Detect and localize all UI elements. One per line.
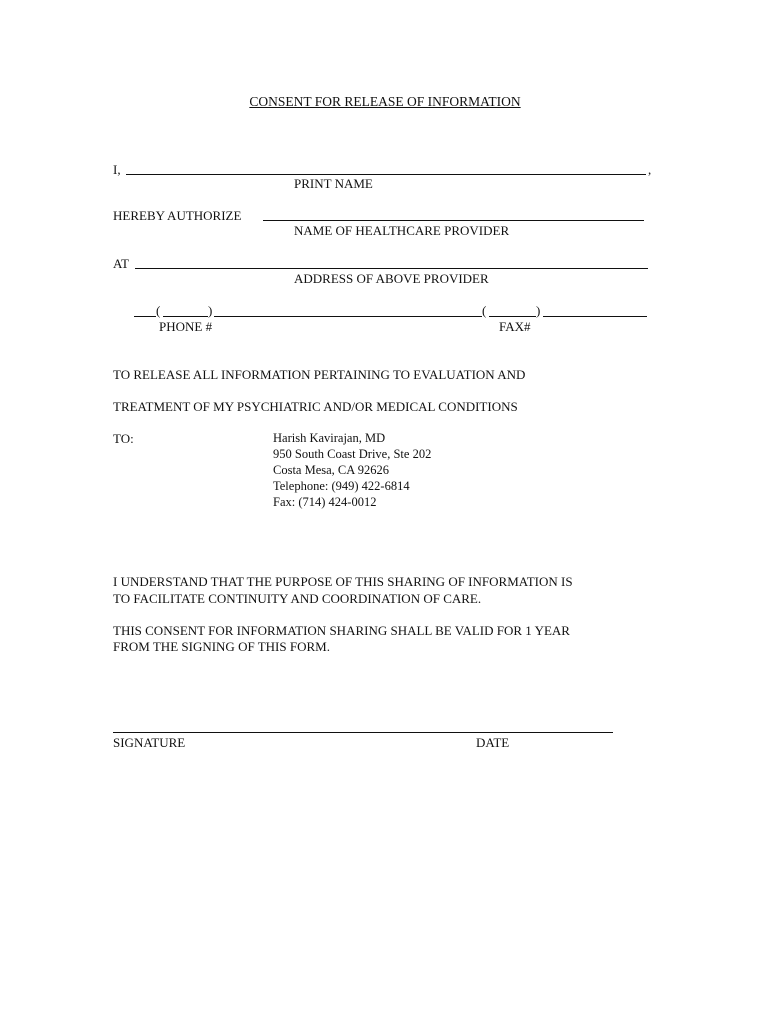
fax-number-field[interactable] — [543, 316, 647, 317]
recipient-fax: Fax: (714) 424-0012 — [273, 495, 377, 509]
phone-number-field[interactable] — [214, 316, 482, 317]
signature-label: SIGNATURE — [113, 735, 186, 750]
recipient-name: Harish Kavirajan, MD — [273, 431, 386, 445]
phone-close-paren: ) — [208, 303, 213, 318]
fax-open-paren: ( — [482, 303, 487, 318]
phone-prefix-field[interactable] — [134, 316, 156, 317]
at-label: AT — [113, 256, 129, 271]
provider-address-label: ADDRESS OF ABOVE PROVIDER — [294, 271, 489, 286]
fax-close-paren: ) — [536, 303, 541, 318]
i-prefix: I, — [113, 162, 121, 177]
recipient-city: Costa Mesa, CA 92626 — [273, 463, 389, 477]
recipient-street: 950 South Coast Drive, Ste 202 — [273, 447, 432, 461]
form-title: CONSENT FOR RELEASE OF INFORMATION — [249, 94, 521, 109]
phone-area-code-field[interactable] — [163, 316, 208, 317]
release-text-line-1: TO RELEASE ALL INFORMATION PERTAINING TO EVALUATION AND — [113, 367, 526, 382]
purpose-text-line-2: TO FACILITATE CONTINUITY AND COORDINATION OF CARE. — [113, 591, 482, 606]
release-text-line-2: TREATMENT OF MY PSYCHIATRIC AND/OR MEDICAL CONDITIONS — [113, 399, 518, 414]
recipient-telephone: Telephone: (949) 422-6814 — [273, 479, 410, 493]
healthcare-provider-label: NAME OF HEALTHCARE PROVIDER — [294, 223, 510, 238]
validity-text-line-1: THIS CONSENT FOR INFORMATION SHARING SHALL BE VALID FOR 1 YEAR — [113, 623, 570, 638]
signature-date-field[interactable] — [113, 732, 613, 733]
provider-address-field[interactable] — [135, 268, 648, 269]
healthcare-provider-field[interactable] — [263, 220, 644, 221]
i-suffix: , — [648, 162, 652, 177]
phone-label: PHONE # — [159, 319, 213, 334]
purpose-text-line-1: I UNDERSTAND THAT THE PURPOSE OF THIS SHARING OF INFORMATION IS — [113, 574, 573, 589]
fax-area-code-field[interactable] — [489, 316, 536, 317]
print-name-label: PRINT NAME — [294, 176, 373, 191]
validity-text-line-2: FROM THE SIGNING OF THIS FORM. — [113, 639, 330, 654]
fax-label: FAX# — [499, 319, 531, 334]
print-name-field[interactable] — [126, 174, 646, 175]
date-label: DATE — [476, 735, 510, 750]
phone-open-paren: ( — [156, 303, 161, 318]
authorize-label: HEREBY AUTHORIZE — [113, 208, 242, 223]
to-label: TO: — [113, 431, 134, 446]
